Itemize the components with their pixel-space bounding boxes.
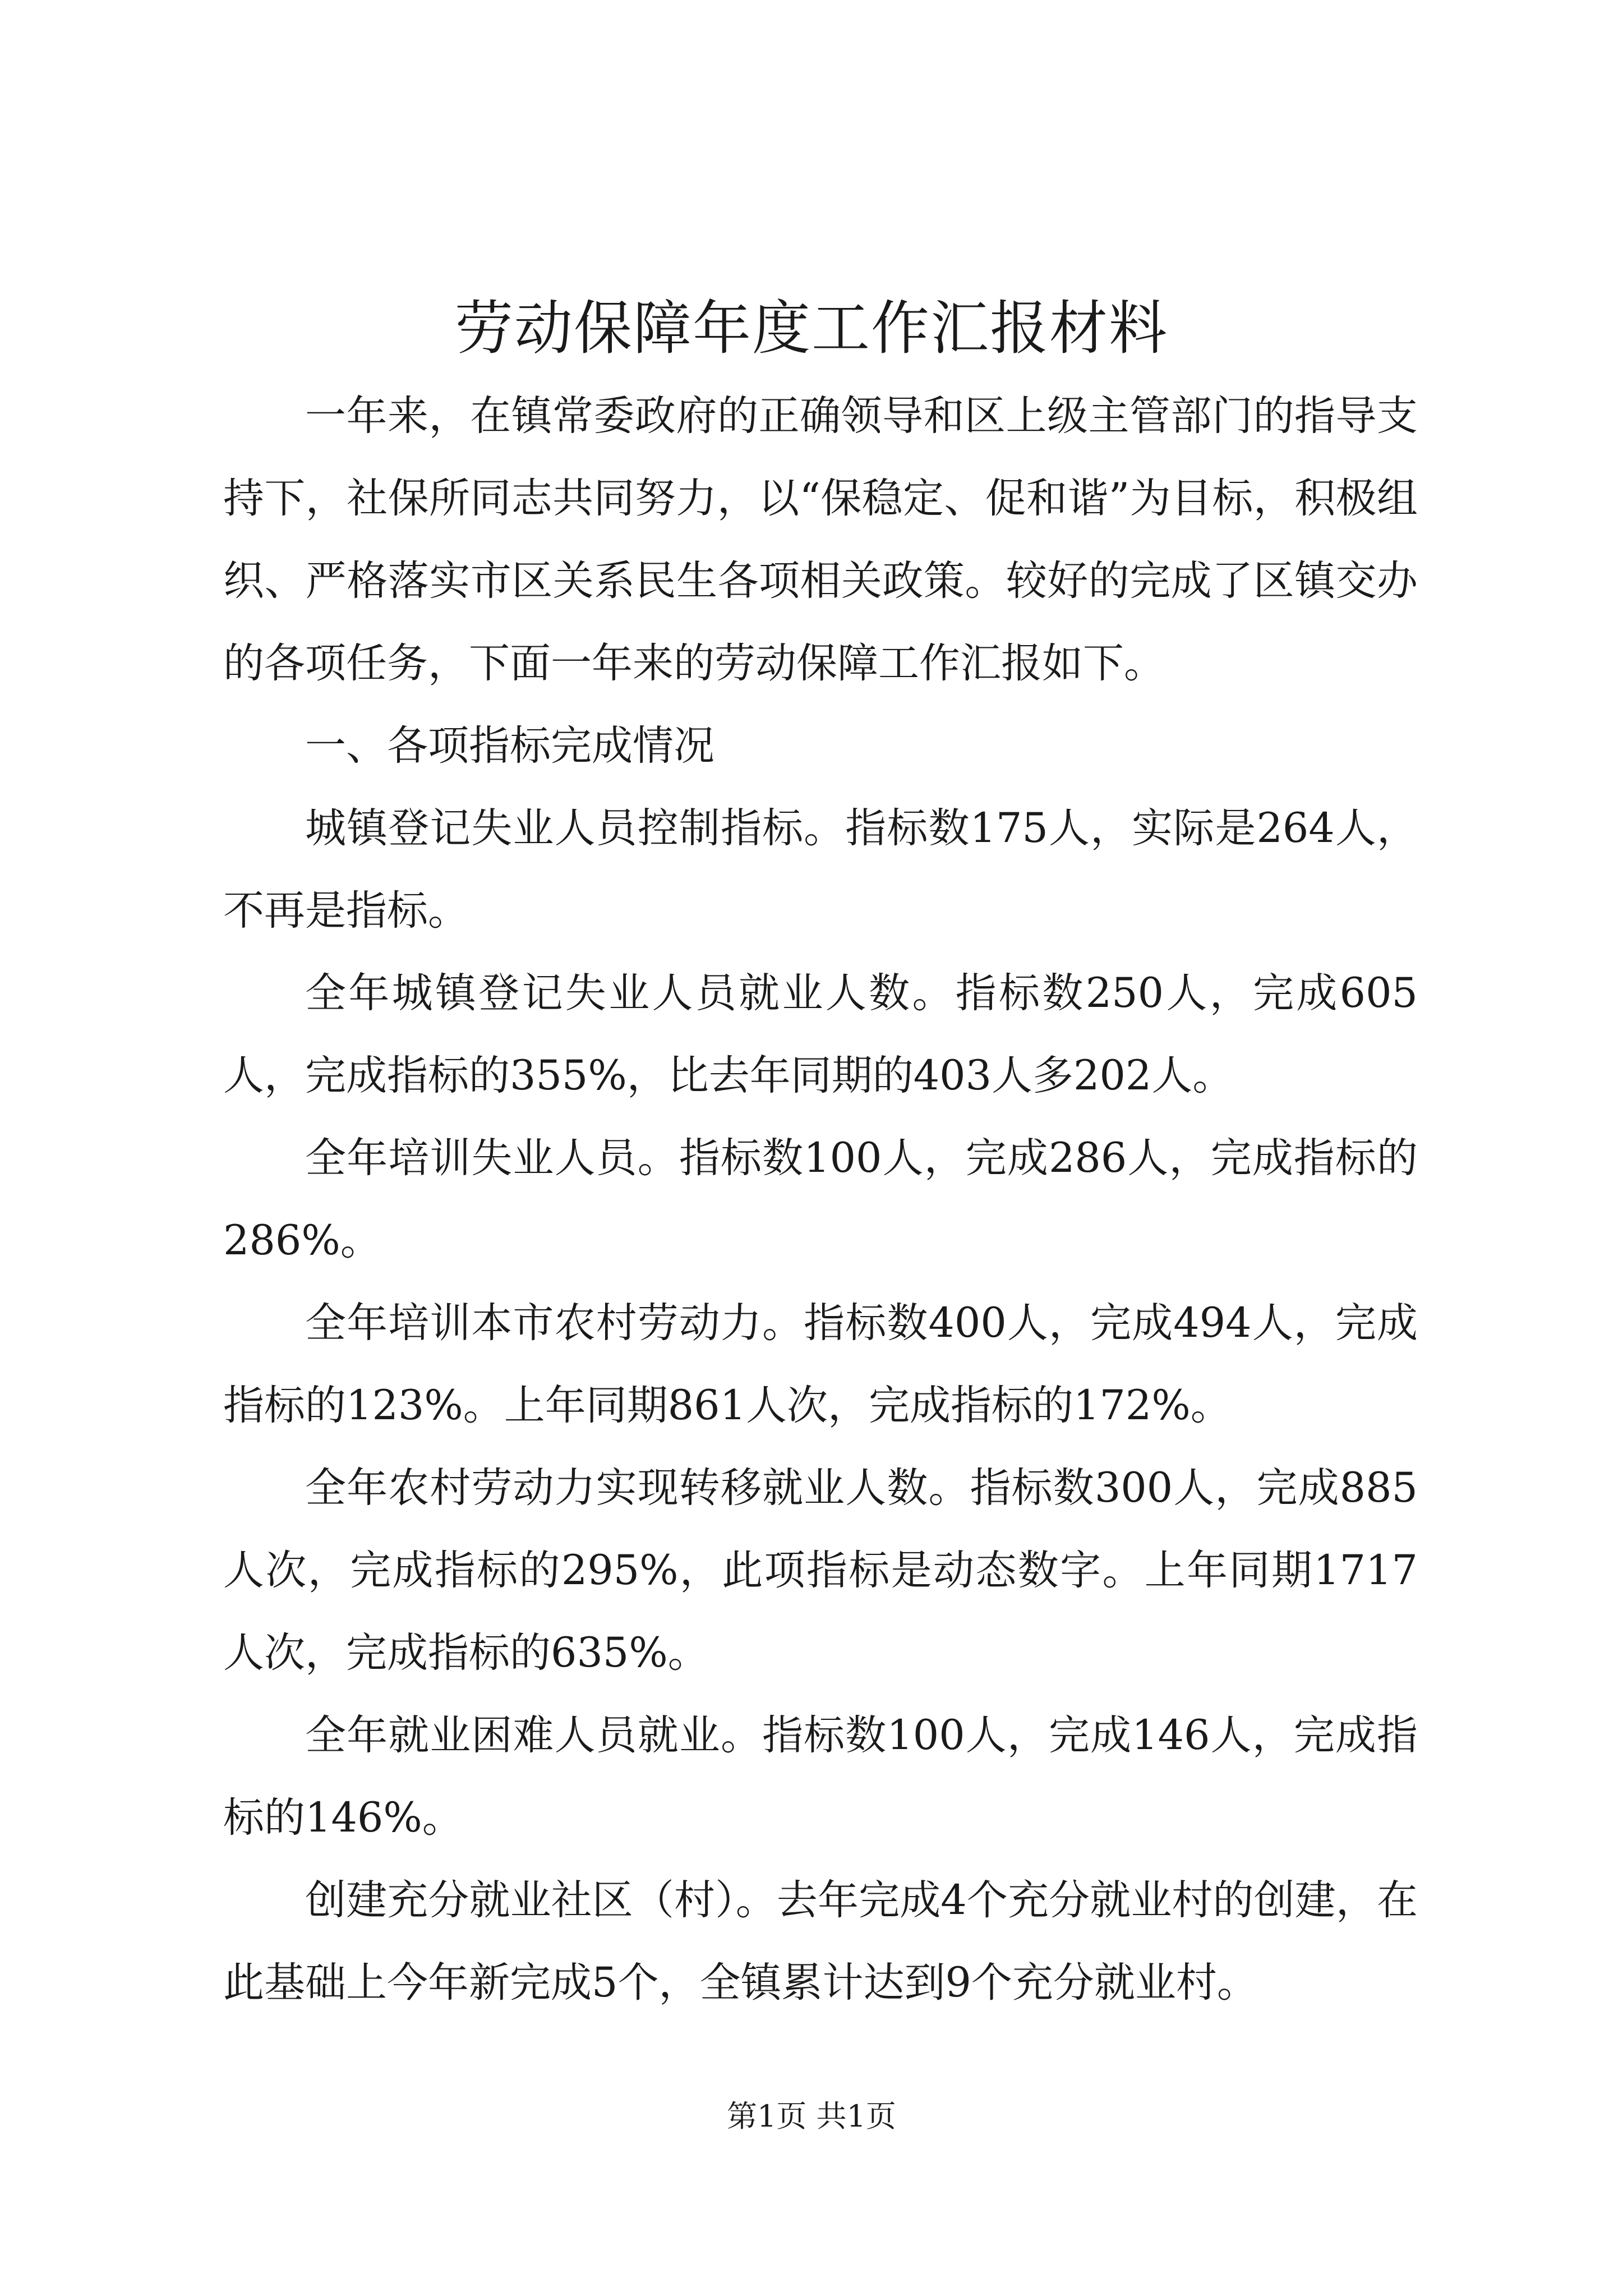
paragraph-rural-transfer: 全年农村劳动力实现转移就业人数。指标数300人，完成885人次，完成指标的295%，此项指标是动态数字。上年同期1717人次，完成指标的635%。 [223, 1464, 1418, 1677]
paragraph-hardship-employment: 全年就业困难人员就业。指标数100人，完成146人，完成指标的146%。 [223, 1711, 1418, 1842]
paragraph-rural-training: 全年培训本市农村劳动力。指标数400人，完成494人，完成指标的123%。上年同期861人次，完成指标的172%。 [223, 1299, 1418, 1429]
page-footer: 第1页 共1页 [727, 2099, 896, 2134]
paragraph-full-employment-community: 创建充分就业社区（村）。去年完成4个充分就业村的创建，在此基础上今年新完成5个，全镇累计达到9个充分就业村。 [223, 1876, 1418, 2007]
paragraph-unemployed-training: 全年培训失业人员。指标数100人，完成286人，完成指标的286%。 [223, 1134, 1418, 1264]
section-heading: 一、各项指标完成情况 [305, 722, 714, 770]
document-body [223, 375, 1418, 2024]
paragraph-reemployment: 全年城镇登记失业人员就业人数。指标数250人，完成605人，完成指标的355%，比去年同期的403人多202人。 [223, 969, 1418, 1099]
paragraph-intro: 一年来，在镇常委政府的正确领导和区上级主管部门的指导支持下，社保所同志共同努力，以“保稳定、促和谐”为目标，积极组织、严格落实市区关系民生各项相关政策。较好的完成了区镇交办的各项任务，下面一年来的劳动保障工作汇报如下。 [223, 392, 1418, 687]
paragraph-unemployment-control: 城镇登记失业人员控制指标。指标数175人，实际是264人，不再是指标。 [223, 804, 1418, 935]
document-title: 劳动保障年度工作汇报材料 [454, 294, 1168, 362]
